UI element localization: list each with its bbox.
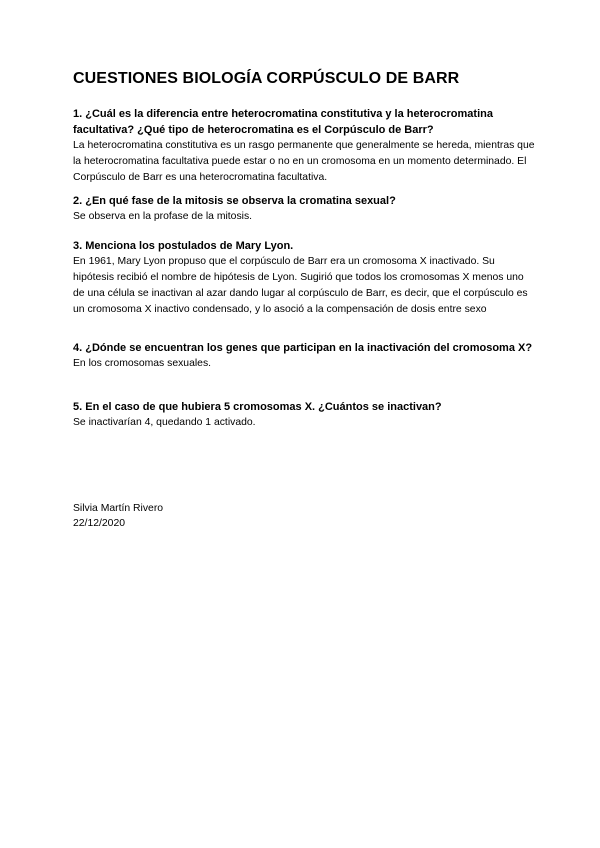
author-name: Silvia Martín Rivero bbox=[73, 503, 164, 514]
question-text: 4. ¿Dónde se encuentran los genes que participan en la inactivación del cromosoma X? bbox=[73, 342, 533, 354]
answer-text: La heterocromatina constitutiva es un rasgo permanente que generalmente se hereda, mientras que la heterocromatina facultativa puede estar o no en un cromosoma en un momento determinado. El Corpúsculo de Barr es una heterocromatina facultativa. bbox=[73, 140, 535, 183]
answer-text: Se inactivarían 4, quedando 1 activado. bbox=[73, 417, 256, 428]
question-text: 5. En el caso de que hubiera 5 cromosomas X. ¿Cuántos se inactivan? bbox=[73, 401, 442, 413]
signature-date: 22/12/2020 bbox=[73, 518, 126, 529]
answer-text: Se observa en la profase de la mitosis. bbox=[73, 211, 253, 222]
question-text: 1. ¿Cuál es la diferencia entre heterocromatina constitutiva y la heterocromatina facultativa? ¿Qué tipo de heterocromatina es el Corpúsculo de Barr? bbox=[73, 108, 493, 136]
question-block-3 bbox=[73, 238, 535, 318]
question-block-2 bbox=[73, 193, 535, 225]
answer-text: En 1961, Mary Lyon propuso que el corpúsculo de Barr era un cromosoma X inactivado. Su hipótesis recibió el nombre de hipótesis de Lyon. Sugirió que todos los cromosomas X menos uno de una célula se inactivan al azar dando lugar al corpúsculo de Barr, es decir, que el corpúsculo es un cromosoma X inactivo condensado, y lo asoció a la compensación de dosis entre sexo bbox=[73, 256, 528, 315]
answer-text: En los cromosomas sexuales. bbox=[73, 358, 212, 369]
question-block-4 bbox=[73, 340, 535, 372]
question-text: 3. Menciona los postulados de Mary Lyon. bbox=[73, 240, 294, 252]
question-block-5 bbox=[73, 399, 535, 431]
document-title: CUESTIONES BIOLOGÍA CORPÚSCULO DE BARR bbox=[73, 70, 460, 87]
signature-block bbox=[73, 501, 163, 531]
question-text: 2. ¿En qué fase de la mitosis se observa la cromatina sexual? bbox=[73, 195, 396, 207]
question-block-1 bbox=[73, 106, 535, 186]
